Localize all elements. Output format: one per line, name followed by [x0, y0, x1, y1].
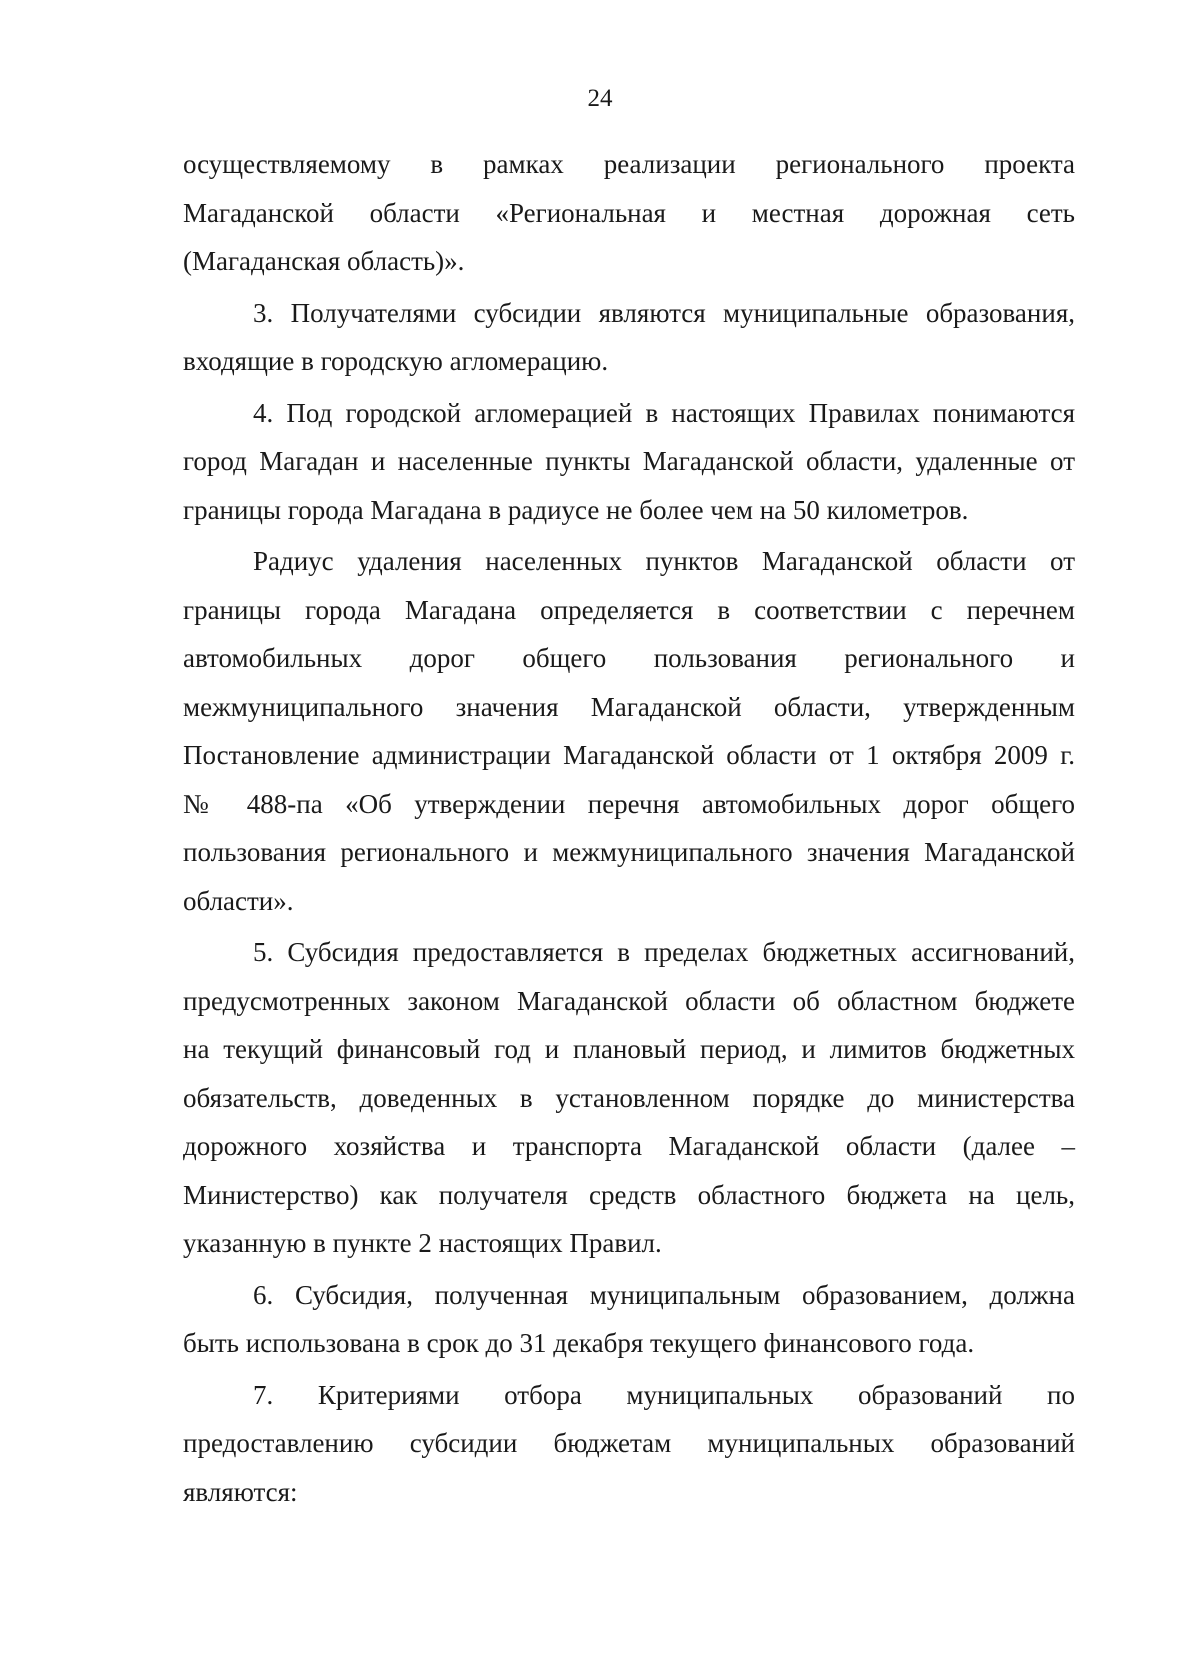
text-line: осуществляемому в рамках реализации регионального проекта: [183, 149, 1075, 179]
text-line: город Магадан и населенные пункты Магаданской области, удаленные от: [183, 446, 1075, 476]
page-number: 24: [587, 85, 613, 112]
text-line: 4. Под городской агломерацией в настоящих Правилах понимаются: [253, 397, 1075, 428]
text-line: межмуниципального значения Магаданской области, утвержденным: [183, 691, 1075, 722]
text-line: обязательств, доведенных в установленном порядке до министерства: [183, 1082, 1075, 1113]
text-line: на текущий финансовый год и плановый период, и лимитов бюджетных: [183, 1034, 1075, 1064]
text-line: границы города Магадана определяется в соответствии с перечнем: [183, 594, 1075, 625]
text-line: 3. Получателями субсидии являются муниципальные образования,: [253, 297, 1075, 328]
text-line: 5. Субсидия предоставляется в пределах бюджетных ассигнований,: [253, 937, 1075, 967]
text-line: 6. Субсидия, полученная муниципальным образованием, должна: [253, 1279, 1075, 1310]
text-line: указанную в пункте 2 настоящих Правил.: [183, 1228, 662, 1258]
text-line: предоставлению субсидии бюджетам муниципальных образований: [183, 1428, 1075, 1458]
paragraph-item-7: [183, 1371, 1075, 1517]
paragraph-item-4: [183, 389, 1075, 535]
paragraph-item-6: [183, 1271, 1075, 1368]
paragraph-radius: [183, 537, 1075, 925]
text-line: области».: [183, 885, 294, 916]
text-line: Магаданской области «Региональная и местная дорожная сеть: [183, 197, 1075, 228]
text-line: 7. Критериями отбора муниципальных образований по: [253, 1379, 1075, 1410]
paragraph-item-3: [183, 289, 1075, 386]
text-line: № 488-па «Об утверждении перечня автомобильных дорог общего: [183, 788, 1075, 819]
text-line: автомобильных дорог общего пользования регионального и: [183, 643, 1075, 673]
paragraph-continuation: [183, 140, 1075, 286]
text-line: являются:: [183, 1476, 298, 1507]
text-line: Министерство) как получателя средств областного бюджета на цель,: [183, 1179, 1075, 1210]
text-line: предусмотренных законом Магаданской области об областном бюджете: [183, 985, 1075, 1016]
text-line: дорожного хозяйства и транспорта Магаданской области (далее –: [183, 1131, 1075, 1161]
document-body: [183, 140, 1075, 1516]
text-line: Радиус удаления населенных пунктов Магаданской области от: [253, 546, 1075, 576]
text-line: границы города Магадана в радиусе не более чем на 50 километров.: [183, 494, 969, 525]
text-line: Постановление администрации Магаданской области от 1 октября 2009 г.: [183, 740, 1075, 770]
text-line: (Магаданская область)».: [183, 246, 465, 276]
text-line: входящие в городскую агломерацию.: [183, 346, 609, 376]
text-line: пользования регионального и межмуниципального значения Магаданской: [183, 837, 1075, 867]
paragraph-item-5: [183, 928, 1075, 1268]
text-line: быть использована в срок до 31 декабря текущего финансового года.: [183, 1328, 975, 1358]
